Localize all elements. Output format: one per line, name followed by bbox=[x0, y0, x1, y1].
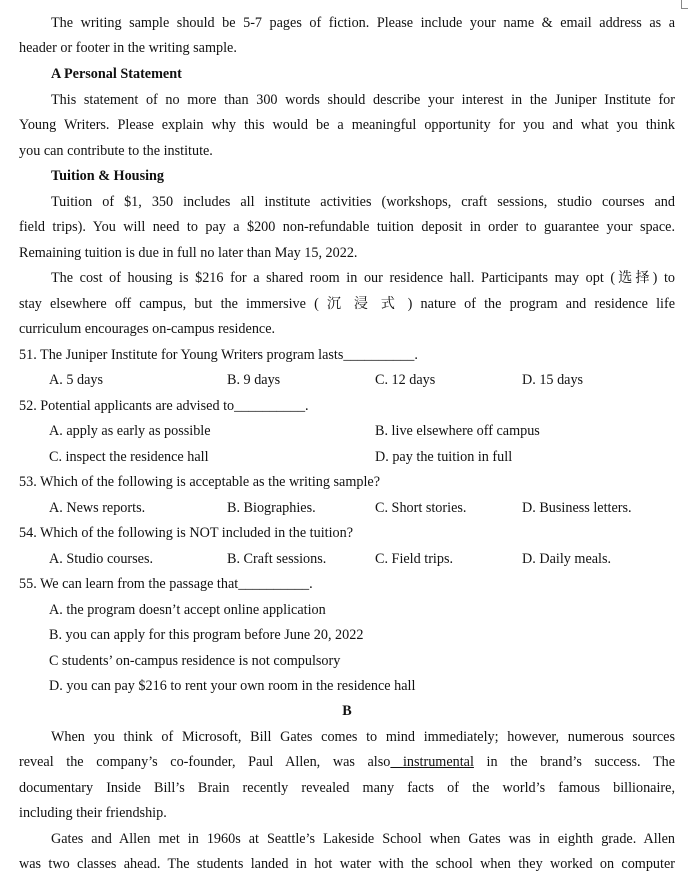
q53-option-b: B. Biographies. bbox=[227, 500, 316, 516]
statement-line-1: This statement of no more than 300 words should describe your interest in the Juniper Institute for bbox=[51, 92, 675, 108]
housing-line-3: curriculum encourages on-campus residence. bbox=[19, 321, 276, 337]
b2-line-1: Gates and Allen met in 1960s at Seattle’s Lakeside School when Gates was in eighth grade. Allen bbox=[51, 831, 675, 847]
q52-option-a: A. apply as early as possible bbox=[49, 423, 211, 439]
housing-line-2: stay elsewhere off campus, but the immersive ( 沉 浸 式 ) nature of the program and residence life bbox=[19, 296, 675, 312]
b1-line-2 bbox=[19, 753, 675, 771]
tuition-line-2: field trips). You will need to pay a $200 non-refundable tuition deposit in order to guarantee your space. bbox=[19, 219, 675, 235]
b1-line-2-pre: reveal the company’s co-founder, Paul Allen, was also bbox=[19, 754, 391, 770]
q54-option-b: B. Craft sessions. bbox=[227, 551, 327, 567]
q52-option-c: C. inspect the residence hall bbox=[49, 449, 209, 465]
q55-option-a: A. the program doesn’t accept online application bbox=[49, 602, 326, 618]
heading-tuition-housing: Tuition & Housing bbox=[51, 168, 165, 184]
question-52-stem: 52. Potential applicants are advised to__________. bbox=[19, 398, 309, 414]
b1-line-1: When you think of Microsoft, Bill Gates comes to mind immediately; however, numerous sources bbox=[51, 729, 675, 745]
q53-option-a: A. News reports. bbox=[49, 500, 146, 516]
q53-option-d: D. Business letters. bbox=[522, 500, 632, 516]
b1-line-2-post: in the brand’s success. The bbox=[473, 754, 676, 770]
underlined-word-instrumental: instrumental bbox=[390, 754, 474, 770]
question-53-stem: 53. Which of the following is acceptable as the writing sample? bbox=[19, 474, 381, 490]
q54-option-d: D. Daily meals. bbox=[522, 551, 612, 567]
q54-option-c: C. Field trips. bbox=[375, 551, 454, 567]
question-54-stem: 54. Which of the following is NOT included in the tuition? bbox=[19, 525, 354, 541]
q55-option-c: C students’ on-campus residence is not compulsory bbox=[49, 653, 341, 669]
statement-line-3: you can contribute to the institute. bbox=[19, 143, 213, 159]
q55-option-b: B. you can apply for this program before June 20, 2022 bbox=[49, 627, 364, 643]
b1-line-3: documentary Inside Bill’s Brain recently revealed many facts of the world’s famous billionaire, bbox=[19, 780, 675, 796]
tuition-line-3: Remaining tuition is due in full no later than May 15, 2022. bbox=[19, 245, 358, 261]
b1-line-4: including their friendship. bbox=[19, 805, 167, 821]
question-55-stem: 55. We can learn from the passage that__________. bbox=[19, 576, 313, 592]
q55-option-d: D. you can pay $216 to rent your own room in the residence hall bbox=[49, 678, 416, 694]
q52-option-b: B. live elsewhere off campus bbox=[375, 423, 540, 439]
housing-line-1: The cost of housing is $216 for a shared room in our residence hall. Participants may opt (选择) to bbox=[51, 270, 675, 286]
tuition-line-1: Tuition of $1, 350 includes all institute activities (workshops, craft sessions, studio courses and bbox=[51, 194, 675, 210]
q51-option-c: C. 12 days bbox=[375, 372, 436, 388]
q51-option-a: A. 5 days bbox=[49, 372, 103, 388]
q51-option-b: B. 9 days bbox=[227, 372, 281, 388]
q54-option-a: A. Studio courses. bbox=[49, 551, 154, 567]
q52-option-d: D. pay the tuition in full bbox=[375, 449, 513, 465]
heading-personal-statement: A Personal Statement bbox=[51, 66, 182, 82]
section-b-heading: B bbox=[342, 703, 352, 719]
sample-line-2: header or footer in the writing sample. bbox=[19, 40, 237, 56]
b2-line-2: was two classes ahead. The students landed in hot water with the school when they worked on computer bbox=[19, 856, 675, 872]
q51-option-d: D. 15 days bbox=[522, 372, 584, 388]
page-corner-mark bbox=[681, 0, 688, 9]
question-51-stem: 51. The Juniper Institute for Young Writers program lasts__________. bbox=[19, 347, 418, 363]
sample-line-1: The writing sample should be 5-7 pages of fiction. Please include your name & email address as a bbox=[51, 15, 675, 31]
q53-option-c: C. Short stories. bbox=[375, 500, 467, 516]
statement-line-2: Young Writers. Please explain why this would be a meaningful opportunity for you and what you think bbox=[19, 117, 675, 133]
